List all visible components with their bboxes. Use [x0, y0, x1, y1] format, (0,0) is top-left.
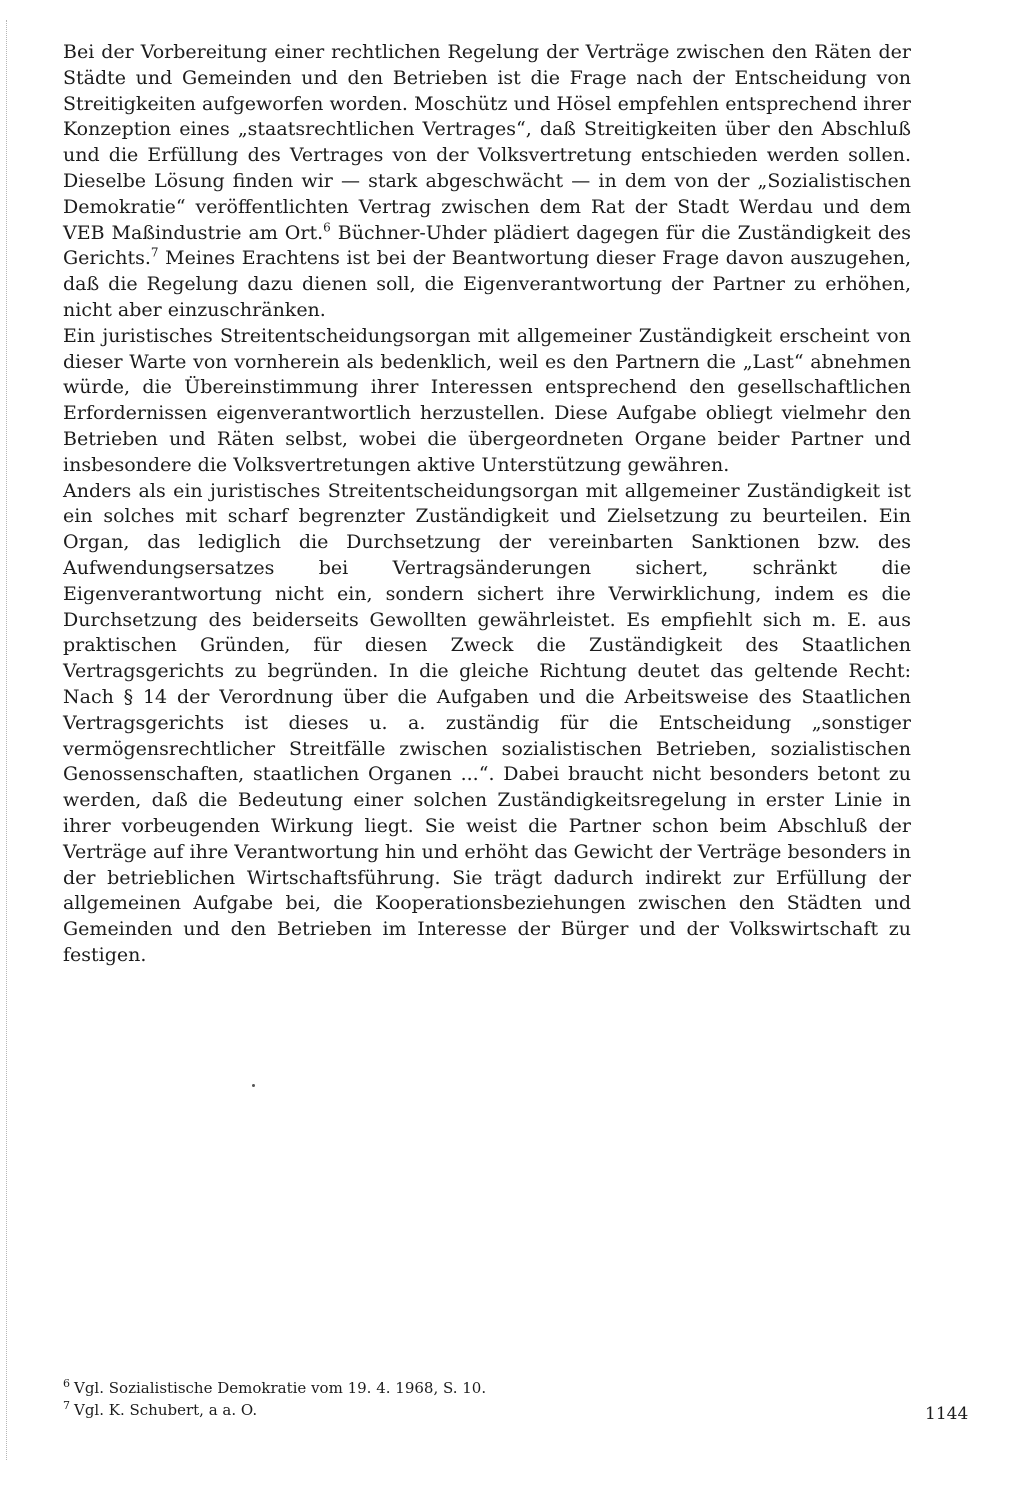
- paragraph-1-text-a: Bei der Vorbereitung einer rechtlichen Regelung der Verträge zwischen den Räten der Städte und Gemeinden und den Betrieben ist die Frage nach der Entscheidung von Streitigkeiten aufgeworfen worden. Moschütz und Hösel empfehlen entsprechend ihrer Konzeption eines „staatsrechtlichen Vertrages“, daß Streitigkeiten über den Abschluß und die Erfüllung des Vertrages von der Volksvertretung entschieden werden sollen. Dieselbe Lösung finden wir — stark abgeschwächt — in dem von der „Sozialistischen Demokratie“ veröffentlichten Vertrag zwischen dem Rat der Stadt Werdau und dem VEB Maßindustrie am Ort.: [63, 41, 911, 244]
- scan-speck: [252, 1084, 255, 1087]
- page-number: 1144: [925, 1404, 969, 1424]
- paragraph-2: Ein juristisches Streitentscheidungsorgan mit allgemeiner Zuständigkeit erscheint von dieser Warte von vornherein als bedenklich, weil es den Partnern die „Last“ abnehmen würde, die Übereinstimmung ihrer Interessen entsprechend den gesellschaftlichen Erfordernissen eigenverantwortlich herzustellen. Diese Aufgabe obliegt vielmehr den Betrieben und Räten selbst, wobei die übergeordneten Organe beider Partner und insbesondere die Volksvertretungen aktive Unterstützung gewähren.: [63, 324, 911, 476]
- footnote-number: 7: [63, 1399, 70, 1412]
- paragraph-1-text-c: Meines Erachtens ist bei der Beantwortung dieser Frage davon auszugehen, daß die Regelung dazu dienen soll, die Eigenverantwortung der Partner zu erhöhen, nicht aber einzuschränken.: [63, 247, 911, 321]
- footnote-number: 6: [63, 1377, 70, 1390]
- footnote-text: Vgl. K. Schubert, a a. O.: [74, 1401, 258, 1419]
- footnote-ref-7: 7: [150, 246, 159, 261]
- paragraph-3: Anders als ein juristisches Streitentscheidungsorgan mit allgemeiner Zuständigkeit ist ein solches mit scharf begrenzter Zuständigkeit und Zielsetzung zu beurteilen. Ein Organ, das lediglich die Durchsetzung der vereinbarten Sanktionen bzw. des Aufwendungsersatzes bei Vertragsänderungen sichert, schränkt die Eigenverantwortung nicht ein, sondern sichert ihre Verwirklichung, indem es die Durchsetzung des beiderseits Gewollten gewährleistet. Es empfiehlt sich m. E. aus praktischen Gründen, für diesen Zweck die Zuständigkeit des Staatlichen Vertragsgerichts zu begründen. In die gleiche Richtung deutet das geltende Recht: Nach § 14 der Verordnung über die Aufgaben und die Arbeitsweise des Staatlichen Vertragsgerichts ist dieses u. a. zuständig für die Entscheidung „sonstiger vermögensrechtlicher Streitfälle zwischen sozialistischen Betrieben, sozialistischen Genossenschaften, staatlichen Organen ...“. Dabei braucht nicht besonders betont zu werden, daß die Bedeutung einer solchen Zuständigkeitsregelung in erster Linie in ihrer vorbeugenden Wirkung liegt. Sie weist die Partner schon beim Abschluß der Verträge auf ihre Verantwortung hin und erhöht das Gewicht der Verträge besonders in der betrieblichen Wirtschaftsführung. Sie trägt dadurch indirekt zur Erfüllung der allgemeinen Aufgabe bei, die Kooperationsbeziehungen zwischen den Städten und Gemeinden und den Betrieben im Interesse der Bürger und der Volkswirtschaft zu festigen.: [63, 479, 911, 966]
- footnote-7: [63, 1399, 763, 1421]
- footnote-ref-6: 6: [323, 220, 331, 235]
- footnote-text: Vgl. Sozialistische Demokratie vom 19. 4. 1968, S. 10.: [74, 1379, 487, 1397]
- main-text: [63, 40, 911, 969]
- paragraph-1: [63, 40, 911, 324]
- footnote-6: [63, 1377, 763, 1399]
- footnotes: [63, 1377, 763, 1421]
- paragraph-1-text-b: Büchner-Uhder plädiert dagegen für die Zuständigkeit des Gerichts.: [63, 221, 912, 270]
- scan-page-edge: [6, 20, 7, 1460]
